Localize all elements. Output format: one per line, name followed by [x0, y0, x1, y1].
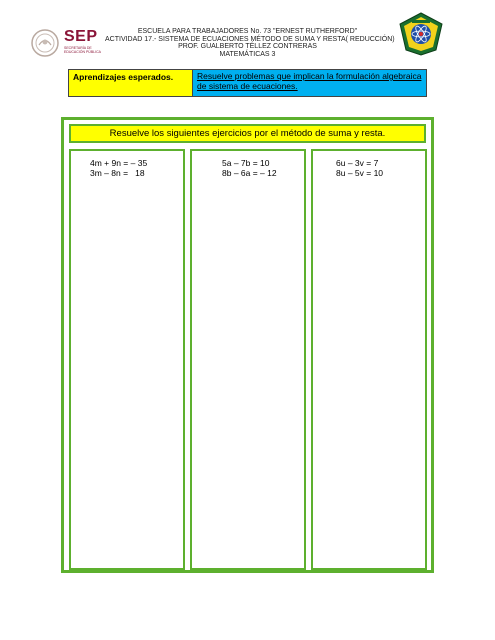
exercise-frame	[61, 117, 434, 573]
learning-objectives-text: Resuelve problemas que implican la formulación algebraica de sistema de ecuaciones.	[193, 70, 426, 96]
national-seal-icon	[30, 28, 60, 58]
school-emblem-icon	[398, 12, 444, 56]
document-header	[105, 28, 395, 58]
sep-logo	[30, 28, 110, 60]
sep-subtitle: SECRETARÍA DE EDUCACIÓN PÚBLICA	[64, 46, 101, 54]
exercise-column-2	[190, 149, 306, 570]
equation-3b: 8u – 5v = 10	[336, 168, 384, 178]
equation-1b: 3m – 8n = 18	[90, 168, 145, 178]
exercise-column-3	[311, 149, 427, 570]
teacher-name: PROF. GUALBERTO TÉLLEZ CONTRERAS	[178, 43, 317, 51]
exercise-title: Resuelve los siguientes ejercicios por el método de suma y resta.	[69, 124, 426, 143]
sep-wordmark: SEP	[64, 28, 98, 45]
equation-3a: 6u – 3v = 7	[336, 158, 379, 168]
exercise-column-1	[69, 149, 185, 570]
equation-1a: 4m + 9n = – 35	[90, 158, 148, 168]
learning-objectives-label: Aprendizajes esperados.	[69, 70, 193, 96]
equation-2a: 5a – 7b = 10	[222, 158, 270, 168]
school-name: ESCUELA PARA TRABAJADORES No. 73 "ERNEST RUTHERFORD"	[137, 28, 358, 35]
learning-objectives-box	[68, 69, 427, 97]
equation-2b: 8b – 6a = – 12	[222, 168, 277, 178]
activity-title: ACTIVIDAD 17.- SISTEMA DE ECUACIONES MÉTODO DE SUMA Y RESTA( REDUCCIÓN)	[105, 35, 395, 43]
subject-name: MATEMÁTICAS 3	[219, 50, 276, 58]
